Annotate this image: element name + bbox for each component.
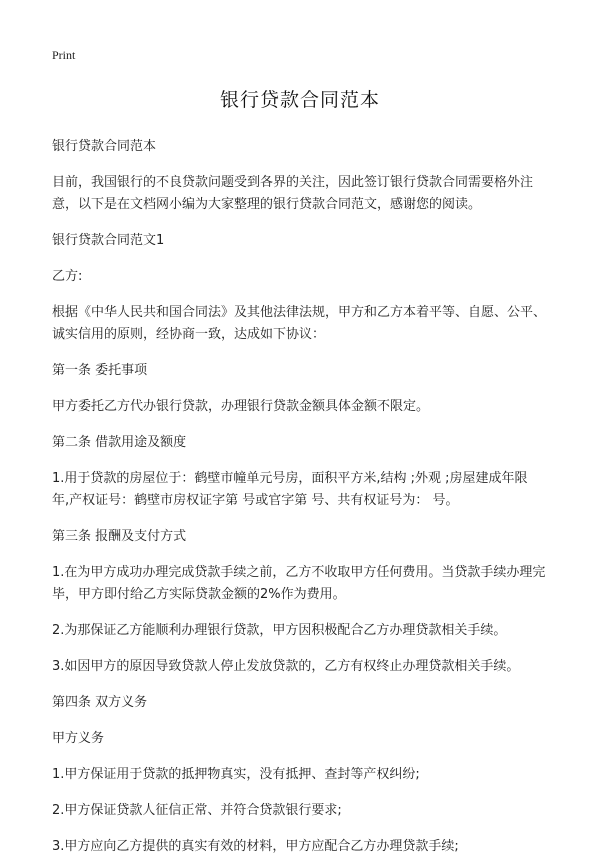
- print-link[interactable]: Print: [52, 48, 76, 62]
- document-title: 银行贷款合同范本: [219, 89, 380, 111]
- article-2-heading: 第二条 借款用途及额度: [52, 435, 187, 450]
- preamble-paragraph: 根据《中华人民共和国合同法》及其他法律法规，甲方和乙方本着平等、自愿、公平、诚实信用的原则，经协商一致，达成如下协议：: [52, 305, 547, 342]
- sample-heading: 银行贷款合同范文1: [52, 233, 165, 248]
- document-body: [52, 136, 548, 858]
- party-a-duty-1: 1.甲方保证用于贷款的抵押物真实，没有抵押、查封等产权纠纷;: [52, 767, 420, 782]
- party-a-duties-heading: 甲方义务: [52, 731, 105, 746]
- article-4-heading: 第四条 双方义务: [52, 695, 148, 710]
- article-3-clause-2: 2.为那保证乙方能顺利办理银行贷款，甲方因积极配合乙方办理贷款相关手续。: [52, 623, 507, 638]
- article-3-clause-1: 1.在为甲方成功办理完成贷款手续之前，乙方不收取甲方任何费用。当贷款手续办理完毕，甲方即付给乙方实际贷款金额的2%作为费用。: [52, 565, 546, 602]
- party-a-duty-2: 2.甲方保证贷款人征信正常、并符合贷款银行要求;: [52, 803, 342, 818]
- article-1-heading: 第一条 委托事项: [52, 363, 148, 378]
- subtitle-paragraph: 银行贷款合同范本: [52, 139, 157, 154]
- intro-paragraph: 目前，我国银行的不良贷款问题受到各界的关注，因此签订银行贷款合同需要格外注意，以下是在文档网小编为大家整理的银行贷款合同范文，感谢您的阅读。: [52, 175, 534, 212]
- article-3-clause-3: 3.如因甲方的原因导致贷款人停止发放贷款的，乙方有权终止办理贷款相关手续。: [52, 659, 520, 674]
- party-a-duty-3: 3.甲方应向乙方提供的真实有效的材料，甲方应配合乙方办理贷款手续;: [52, 839, 459, 854]
- party-b-label: 乙方:: [52, 269, 83, 284]
- article-1-text: 甲方委托乙方代办银行贷款，办理银行贷款金额具体金额不限定。: [52, 399, 430, 414]
- article-2-clause-1: 1.用于贷款的房屋位于：鹤壁市幢单元号房，面积平方米,结构 ;外观 ;房屋建成年限 年,产权证号：鹤壁市房权证字第 号或官字第 号、共有权证号为： 号。: [52, 471, 528, 508]
- article-3-heading: 第三条 报酬及支付方式: [52, 529, 187, 544]
